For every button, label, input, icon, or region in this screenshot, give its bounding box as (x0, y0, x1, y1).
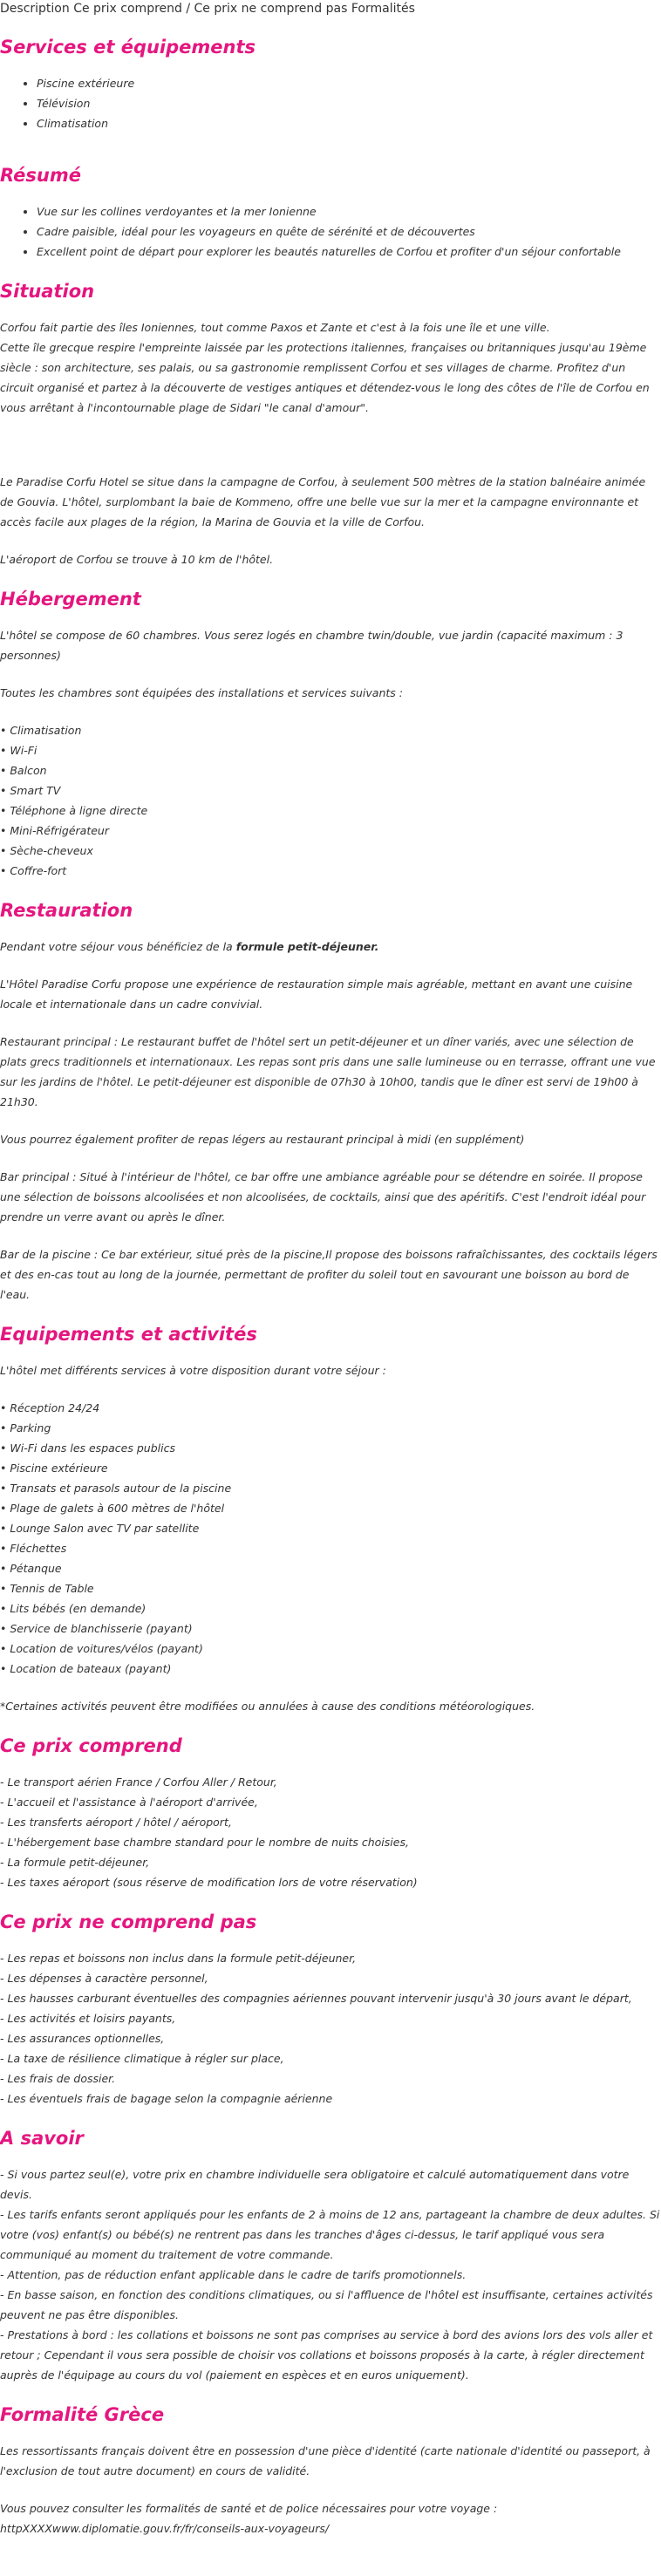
list-item: • Réception 24/24 (0, 1398, 661, 1418)
list-item: • Téléphone à ligne directe (0, 801, 661, 821)
equipements-note: *Certaines activités peuvent être modifiées ou annulées à cause des conditions météorologiques. (0, 1700, 535, 1713)
list-item: • Transats et parasols autour de la piscine (0, 1478, 661, 1498)
list-item: • Location de bateaux (payant) (0, 1659, 661, 1679)
situation-title: Situation (0, 281, 95, 302)
restauration-paragraph: Bar de la piscine : Ce bar extérieur, situé près de la piscine,Il propose des boissons rafraîchissantes, des cocktails légers et des en-cas tout au long de la journée, permettant de profiter du soleil tout en savourant une boisson au bord de l'eau. (0, 1248, 658, 1301)
list-item: - Attention, pas de réduction enfant applicable dans le cadre de tarifs promotionnels. (0, 2268, 467, 2281)
tab-formalities[interactable]: Formalités (351, 2, 415, 16)
a-savoir-list (0, 2164, 661, 2385)
list-item: • Mini-Réfrigérateur (0, 821, 661, 841)
excludes-title: Ce prix ne comprend pas (0, 1912, 257, 1932)
formalite-link[interactable]: httpXXXXwww.diplomatie.gouv.fr/fr/conseils-aux-voyageurs/ (0, 2522, 330, 2535)
list-item: - Les taxes aéroport (sous réserve de modification lors de votre réservation) (0, 1876, 418, 1889)
list-item: • Smart TV (0, 780, 661, 801)
list-item: - Si vous partez seul(e), votre prix en chambre individuelle sera obligatoire et calculé automatiquement dans votre devis. (0, 2168, 630, 2201)
list-item: • Sèche-cheveux (0, 841, 661, 861)
includes-list (0, 1772, 661, 1892)
list-item: • Pétanque (0, 1558, 661, 1578)
list-item: • Wi-Fi dans les espaces publics (0, 1438, 661, 1458)
list-item: • Climatisation (0, 720, 661, 740)
list-item: • Lounge Salon avec TV par satellite (0, 1518, 661, 1538)
resume-list (0, 201, 661, 262)
list-item: - La formule petit-déjeuner, (0, 1856, 150, 1869)
list-item: • Cadre paisible, idéal pour les voyageurs en quête de sérénité et de découvertes (37, 221, 661, 242)
list-item: - Les éventuels frais de bagage selon la compagnie aérienne (0, 2092, 333, 2105)
list-item: • Location de voitures/vélos (payant) (0, 1639, 661, 1659)
equipements-intro: L'hôtel met différents services à votre disposition durant votre séjour : (0, 1364, 386, 1377)
list-item: - Les dépenses à caractère personnel, (0, 1972, 208, 1985)
list-item: • Télévision (37, 93, 661, 113)
list-item: - Les repas et boissons non inclus dans la formule petit-déjeuner, (0, 1952, 357, 1965)
list-item: - Le transport aérien France / Corfou Aller / Retour, (0, 1775, 277, 1789)
tab-description[interactable]: Description (0, 2, 70, 16)
list-item: • Coffre-fort (0, 861, 661, 881)
list-item: - Les transferts aéroport / hôtel / aéroport, (0, 1816, 232, 1829)
list-item: • Wi-Fi (0, 740, 661, 760)
restauration-paragraph: Vous pourrez également profiter de repas légers au restaurant principal à midi (en supplément) (0, 1133, 525, 1146)
list-item: • Tennis de Table (0, 1578, 661, 1598)
restauration-paragraph: Restaurant principal : Le restaurant buffet de l'hôtel sert un petit-déjeuner et un dîner variés, avec une sélection de plats grecs traditionnels et internationaux. Les repas sont pris dans une salle lumineuse ou en terrasse, offrant une vue sur les jardins de l'hôtel. Le petit-déjeuner est disponible de 07h30 à 10h00, tandis que le dîner est servi de 19h00 à 21h30. (0, 1035, 656, 1108)
restauration-title: Restauration (0, 900, 133, 921)
list-item: - Les activités et loisirs payants, (0, 2012, 176, 2025)
list-item: • Balcon (0, 760, 661, 780)
situation-paragraph: Corfou fait partie des îles Ioniennes, tout comme Paxos et Zante et c'est à la fois une île et une ville. (0, 321, 550, 334)
resume-title: Résumé (0, 165, 81, 186)
restauration-intro (0, 937, 661, 957)
situation-paragraph: L'aéroport de Corfou se trouve à 10 km de l'hôtel. (0, 553, 274, 566)
restauration-paragraph: L'Hôtel Paradise Corfu propose une expérience de restauration simple mais agréable, mettant en avant une cuisine locale et internationale dans un cadre convivial. (0, 978, 633, 1011)
equipements-title: Equipements et activités (0, 1324, 257, 1345)
restauration-intro-text: Pendant votre séjour vous bénéficiez de la (0, 940, 236, 953)
list-item: - Les hausses carburant éventuelles des compagnies aériennes pouvant intervenir jusqu'à 30 jours avant le départ, (0, 1992, 632, 2005)
tab-bar (0, 0, 661, 17)
list-item: • Parking (0, 1418, 661, 1438)
situation-paragraph: Le Paradise Corfu Hotel se situe dans la campagne de Corfou, à seulement 500 mètres de la station balnéaire animée de Gouvia. L'hôtel, surplombant la baie de Kommeno, offre une belle vue sur la mer et la campagne environnante et accès facile aux plages de la région, la Marina de Gouvia et la ville de Corfou. (0, 475, 646, 528)
list-item: - Les tarifs enfants seront appliqués pour les enfants de 2 à moins de 12 ans, partageant la chambre de deux adultes. Si votre (vos) enfant(s) ou bébé(s) ne rentrent pas dans les tranches d'âges ci-dessus, le tarif appliqué vous sera communiqué au moment du traitement de votre commande. (0, 2208, 660, 2261)
list-item: • Plage de galets à 600 mètres de l'hôtel (0, 1498, 661, 1518)
list-item: • Fléchettes (0, 1538, 661, 1558)
list-item: • Excellent point de départ pour explorer les beautés naturelles de Corfou et profiter d'un séjour confortable (37, 242, 661, 262)
list-item: - En basse saison, en fonction des conditions climatiques, ou si l'affluence de l'hôtel est insuffisante, certaines activités peuvent ne pas être disponibles. (0, 2288, 653, 2321)
list-item: - L'hébergement base chambre standard pour le nombre de nuits choisies, (0, 1836, 409, 1849)
a-savoir-title: A savoir (0, 2128, 84, 2149)
hebergement-title: Hébergement (0, 589, 141, 610)
situation-paragraph: Cette île grecque respire l'empreinte laissée par les protections italiennes, françaises ou britanniques jusqu'au 19ème siècle : son architecture, ses palais, ou sa gastronomie remplissent Corfou et ses villages de charme. Profitez d'un circuit organisé et partez à la découverte de vestiges antiques et détendez-vous le long des côtes de l'île de Corfou en vous arrêtant à l'incontournable plage de Sidari "le canal d'amour". (0, 341, 650, 414)
restauration-paragraph: Bar principal : Situé à l'intérieur de l'hôtel, ce bar offre une ambiance agréable pour se détendre en soirée. Il propose une sélection de boissons alcoolisées et non alcoolisées, de cocktails, ainsi que des apéritifs. C'est l'endroit idéal pour prendre un verre avant ou après le dîner. (0, 1170, 646, 1223)
list-item: • Climatisation (37, 113, 661, 133)
list-item: • Lits bébés (en demande) (0, 1598, 661, 1619)
formalite-paragraph: Vous pouvez consulter les formalités de santé et de police nécessaires pour votre voyage : (0, 2502, 498, 2515)
list-item: • Service de blanchisserie (payant) (0, 1619, 661, 1639)
includes-title: Ce prix comprend (0, 1735, 182, 1756)
tab-separator: / (181, 2, 194, 16)
list-item: • Vue sur les collines verdoyantes et la mer Ionienne (37, 201, 661, 221)
formalite-paragraph: Les ressortissants français doivent être en possession d'une pièce d'identité (carte nationale d'identité ou passeport, à l'exclusion de tout autre document) en cours de validité. (0, 2444, 651, 2477)
list-item: - L'accueil et l'assistance à l'aéroport d'arrivée, (0, 1796, 258, 1809)
hebergement-paragraph: Toutes les chambres sont équipées des installations et services suivants : (0, 686, 403, 699)
formalite-title: Formalité Grèce (0, 2404, 165, 2425)
list-item: • Piscine extérieure (0, 1458, 661, 1478)
list-item: - Les assurances optionnelles, (0, 2032, 165, 2045)
services-list (0, 73, 661, 133)
hebergement-list (0, 720, 661, 881)
equipements-list (0, 1398, 661, 1679)
list-item: - La taxe de résilience climatique à régler sur place, (0, 2052, 284, 2065)
restauration-formula: formule petit-déjeuner. (235, 940, 379, 953)
list-item: - Prestations à bord : les collations et boissons ne sont pas comprises au service à bord des avions lors des vols aller et retour ; Cependant il vous sera possible de choisir vos collations et boissons proposés à la carte, à régler directement auprès de l'équipage au cours du vol (paiement en espèces et en euros uniquement). (0, 2328, 653, 2382)
list-item: • Piscine extérieure (37, 73, 661, 93)
excludes-list (0, 1948, 661, 2109)
list-item: - Les frais de dossier. (0, 2072, 116, 2085)
hebergement-paragraph: L'hôtel se compose de 60 chambres. Vous serez logés en chambre twin/double, vue jardin (capacité maximum : 3 personnes) (0, 629, 624, 662)
tab-excludes[interactable]: Ce prix ne comprend pas (194, 2, 348, 16)
tab-includes[interactable]: Ce prix comprend (73, 2, 182, 16)
services-title: Services et équipements (0, 37, 256, 58)
